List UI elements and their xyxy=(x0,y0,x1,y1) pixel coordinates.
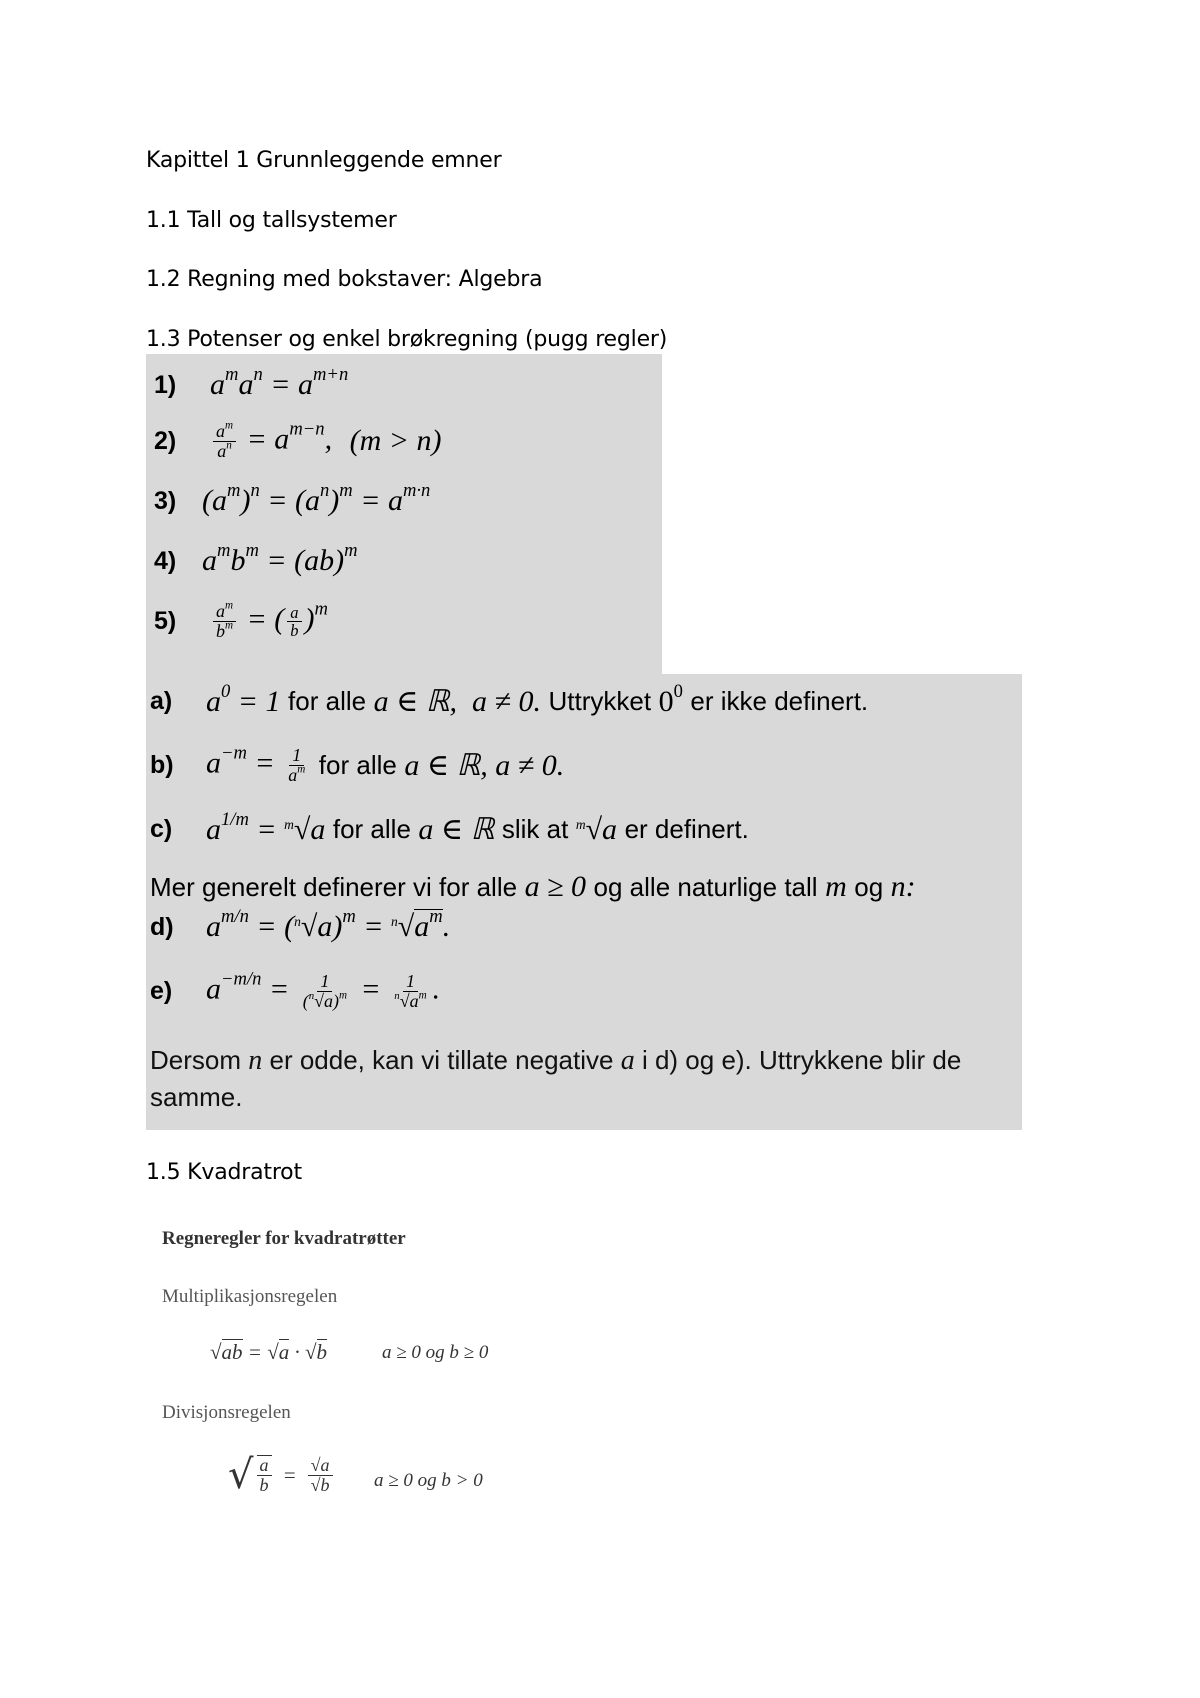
rule-4: 4) $a^mb^m = (ab)^m$ xyxy=(154,540,358,577)
rule-5: 5) $\frac{a^m}{b^m}$ = ( $\frac{a}{b}$ )$^m$ xyxy=(154,598,328,641)
definitions-box xyxy=(146,674,1022,1130)
def-a: a) $a^0 = 1$ for alle a ∈ ℝ, a ≠ 0. Uttrykket $0^0$ er ikke definert. xyxy=(150,680,869,718)
section-1-1: 1.1 Tall og tallsystemer xyxy=(146,208,397,233)
power-rules-box xyxy=(146,354,662,674)
section-1-5: 1.5 Kvadratrot xyxy=(146,1160,302,1185)
div-rule-formula: √ $\frac{a}{b}$ = $\frac{√a}{√b}$ xyxy=(228,1452,336,1498)
section-1-3: 1.3 Potenser og enkel brøkregning (pugg regler) xyxy=(146,327,668,352)
rule-1: 1) $a^ma^n = a^{m+n}$ xyxy=(154,364,349,401)
general-intro: Mer generelt definerer vi for alle a ≥ 0 og alle naturlige tall m og n: xyxy=(150,870,916,903)
def-c: c) $a^{1/m} = ^m√a$ for alle a ∈ ℝ slik at $^m$√a er definert. xyxy=(150,808,749,846)
div-rule-condition: a ≥ 0 og b > 0 xyxy=(374,1470,483,1491)
def-b: b) $a^{-m}$ = $\frac{1}{a^m}$ for alle a ∈ ℝ, a ≠ 0. xyxy=(150,742,565,785)
rule-2: 2) $\frac{a^m}{a^n}$ = $a^{m-n}$, (m > n) xyxy=(154,418,442,461)
dersom-paragraph: Dersom n er odde, kan vi tillate negative a i d) og e). Uttrykkene blir de samme. xyxy=(150,1045,962,1112)
section-1-2: 1.2 Regning med bokstaver: Algebra xyxy=(146,267,543,292)
sqrt-rules-title: Regneregler for kvadratrøtter xyxy=(162,1228,406,1249)
rule-3: 3) $(a^m)^n = (a^n)^m = a^{m\cdot n}$ xyxy=(154,480,431,517)
chapter-title: Kapittel 1 Grunnleggende emner xyxy=(146,148,502,173)
def-e: e) $a^{-m/n}$ = $\frac{1}{(^n√a)^m}$ = $\frac{1}{^n√a^m}$ . xyxy=(150,968,441,1011)
mult-rule-condition: a ≥ 0 og b ≥ 0 xyxy=(382,1342,489,1363)
def-d: d) $a^{m/n} = (^n√a)^m = ^n√a^m$. xyxy=(150,906,451,943)
mult-rule-formula: √ab = √a · √b xyxy=(210,1340,328,1364)
mult-rule-name: Multiplikasjonsregelen xyxy=(162,1286,338,1307)
div-rule-name: Divisjonsregelen xyxy=(162,1402,291,1423)
